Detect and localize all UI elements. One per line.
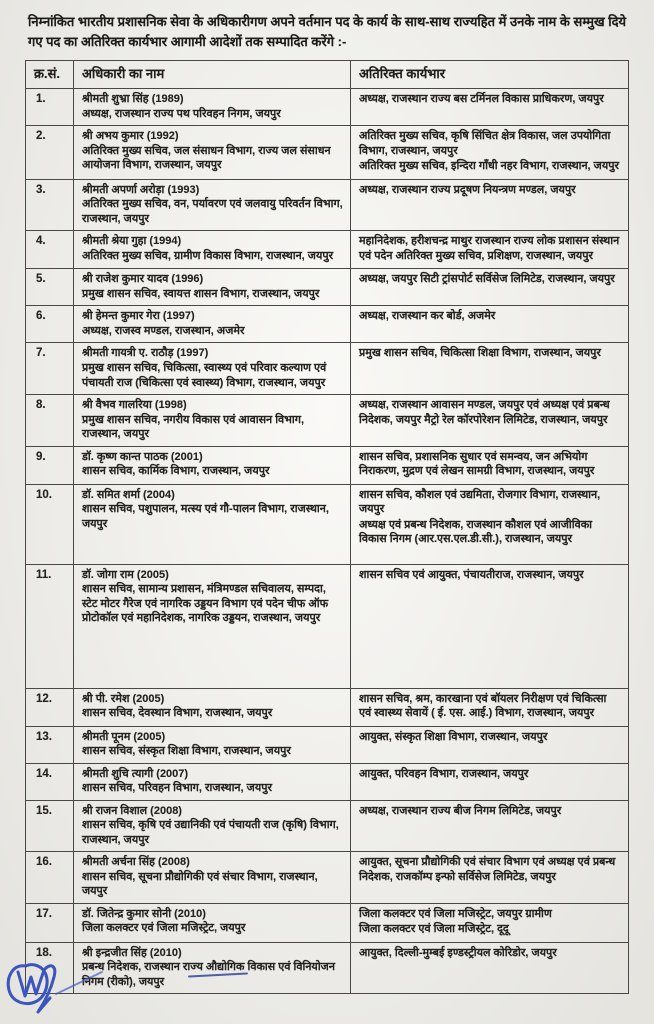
officer-name: श्री अभय कुमार (1992) [82, 130, 179, 143]
officer-row [26, 800, 629, 852]
additional-charge-cell [351, 942, 629, 994]
current-post: शासन सचिव, कृषि एवं उद्यानिकी एवं पंचायती राज (कृषि) विभाग, राजस्थान, जयपुर [82, 819, 339, 846]
officer-row [26, 484, 629, 564]
officer-name-cell [74, 179, 351, 231]
officer-name: श्रीमती गायत्री ए. राठौड़ (1997) [82, 347, 209, 360]
officer-name-cell [74, 231, 351, 269]
current-post: अतिरिक्त मुख्य सचिव, जल संसाधन विभाग, राज्य जल संसाधन आयोजना विभाग, राजस्थान, जयपुर [82, 144, 331, 172]
current-post: शासन सचिव, परिवहन विभाग, राजस्थान, जयपुर [82, 782, 272, 795]
additional-charge: शासन सचिव, श्रम, कारखाना एवं बॉयलर निरीक्षण एवं चिकित्सा एवं स्वास्थ्य सेवायें ( ई. एस. आई.) विभाग, राजस्थान, जयपुर [359, 692, 607, 720]
current-post: प्रमुख शासन सचिव, चिकित्सा, स्वास्थ्य एवं परिवार कल्याण एवं पंचायती राज (चिकित्सा एवं स्वास्थ्य) विभाग, राजस्थान, जयपुर [82, 361, 327, 389]
officer-name-cell [74, 306, 351, 343]
officer-name: श्रीमती शुभ्रा सिंह (1989) [82, 93, 184, 106]
officers-table [25, 60, 629, 994]
current-post: शासन सचिव, कार्मिक विभाग, राजस्थान, जयपुर [82, 465, 270, 478]
row-serial-number: 18. [26, 942, 74, 994]
officer-name: श्री राजन विशाल (2008) [82, 804, 182, 817]
current-post: अध्यक्ष, राजस्थान राज्य पथ परिवहन निगम, जयपुर [82, 107, 281, 120]
row-serial-number: 9. [26, 446, 74, 484]
officer-name: श्री पी. रमेश (2005) [82, 692, 165, 705]
header-officer-name: अधिकारी का नाम [74, 61, 351, 89]
row-serial-number: 15. [26, 800, 74, 852]
officer-row [26, 395, 629, 447]
additional-charge: अतिरिक्त मुख्य सचिव, इन्दिरा गाँधी नहर विभाग, राजस्थान, जयपुर [359, 160, 619, 173]
row-serial-number: 13. [26, 726, 74, 763]
current-post: शासन सचिव, सूचना प्रौद्योगिकी एवं संचार विभाग, राजस्थान, जयपुर [82, 870, 318, 898]
row-serial-number: 8. [26, 395, 74, 447]
row-serial-number: 17. [26, 903, 74, 942]
additional-charge: महानिदेशक, हरीशचन्द्र माथुर राजस्थान राज्य लोक प्रशासन संस्थान एवं पदेन अतिरिक्त मुख्य सचिव, प्रशिक्षण, राजस्थान, जयपुर [359, 235, 620, 262]
officer-name-cell [74, 564, 351, 688]
row-serial-number: 1. [26, 89, 74, 126]
additional-charge-cell [351, 343, 629, 395]
row-serial-number: 11. [26, 564, 74, 688]
current-post: शासन सचिव, सामान्य प्रशासन, मंत्रिमण्डल सचिवालय, सम्पदा, स्टेट मोटर गैरेज एवं नागरिक उड्डयन विभाग एवं पदेन चीफ ऑफ प्रोटोकॉल एवं महानिदेशक, नागरिक उड्डयन, राजस्थान, जयपुर [82, 583, 329, 625]
additional-charge-cell [351, 688, 629, 726]
officer-row [26, 726, 629, 763]
current-post: प्रमुख शासन सचिव, स्वायत्त शासन विभाग, राजस्थान, जयपुर [82, 287, 320, 300]
officer-name-cell [74, 688, 351, 726]
officer-row [26, 446, 629, 484]
officer-row [26, 231, 629, 269]
additional-charge-cell [351, 726, 629, 763]
officer-name: डॉ. कृष्ण कान्त पाठक (2001) [82, 450, 203, 463]
row-serial-number: 7. [26, 343, 74, 395]
additional-charge: आयुक्त, दिल्ली-मुम्बई इण्डस्ट्रीयल कोरिडोर, जयपुर [359, 946, 557, 959]
officer-name-cell [74, 269, 351, 306]
additional-charge-cell [351, 763, 629, 800]
row-serial-number: 4. [26, 231, 74, 269]
additional-charge-cell [351, 800, 629, 852]
additional-charge: शासन सचिव एवं आयुक्त, पंचायतीराज, राजस्थान, जयपुर [359, 568, 584, 581]
row-serial-number: 6. [26, 306, 74, 343]
additional-charge-cell [351, 564, 629, 688]
officer-name: श्रीमती श्रेया गुहा (1994) [82, 235, 182, 248]
additional-charge: अध्यक्ष, जयपुर सिटी ट्रांसपोर्ट सर्विसेज लिमिटेड, राजस्थान, जयपुर [359, 273, 615, 286]
additional-charge: जिला कलक्टर एवं जिला मजिस्ट्रेट, जयपुर ग्रामीण [359, 907, 552, 920]
additional-charge-cell [351, 484, 629, 564]
additional-charge: अध्यक्ष एवं प्रबन्ध निदेशक, राजस्थान कौशल एवं आजीविका विकास निगम (आर.एस.एल.डी.सी.), राजस्थान, जयपुर [359, 518, 593, 546]
additional-charge: शासन सचिव, प्रशासनिक सुधार एवं समन्वय, जन अभियोग निराकरण, मुद्रण एवं लेखन सामग्री विभाग, राजस्थान, जयपुर [359, 450, 595, 478]
additional-charge: अध्यक्ष, राजस्थान राज्य बीज निगम लिमिटेड, जयपुर [359, 804, 562, 817]
officer-name: डॉ. जितेन्द्र कुमार सोनी (2010) [82, 907, 206, 920]
row-serial-number: 16. [26, 852, 74, 904]
officer-name-cell [74, 800, 351, 852]
officer-name-cell [74, 852, 351, 904]
additional-charge: आयुक्त, संस्कृत शिक्षा विभाग, राजस्थान, जयपुर [359, 730, 548, 743]
officer-name: श्रीमती अपर्णा अरोड़ा (1993) [82, 183, 200, 196]
officer-name: डॉ. समित शर्मा (2004) [82, 488, 175, 501]
row-serial-number: 5. [26, 269, 74, 306]
officer-name-cell [74, 903, 351, 942]
additional-charge-cell [351, 269, 629, 306]
officer-row [26, 763, 629, 800]
officer-row [26, 564, 629, 688]
additional-charge: अध्यक्ष, राजस्थान राज्य बस टर्मिनल विकास प्राधिकरण, जयपुर [359, 93, 604, 106]
additional-charge: जिला कलक्टर एवं जिला मजिस्ट्रेट, दूदू [359, 923, 509, 936]
officer-name: श्री वैभव गालरिया (1998) [82, 399, 187, 412]
officer-row [26, 852, 629, 904]
order-intro-text: निम्नांकित भारतीय प्रशासनिक सेवा के अधिकारीगण अपने वर्तमान पद के कार्य के साथ-साथ राज्यहित में उनके नाम के सम्मुख दिये गए पद का अतिरिक्त कार्यभार आगामी आदेशों तक सम्पादित करेंगे :- [28, 14, 627, 49]
officer-name: श्रीमती शुचि त्यागी (2007) [82, 767, 189, 780]
current-post: जिला कलक्टर एवं जिला मजिस्ट्रेट, जयपुर [82, 922, 246, 935]
current-post: शासन सचिव, संस्कृत शिक्षा विभाग, राजस्थान, जयपुर [82, 745, 291, 758]
current-post: अतिरिक्त मुख्य सचिव, वन, पर्यावरण एवं जलवायु परिवर्तन विभाग, राजस्थान, जयपुर [82, 198, 343, 225]
additional-charge: आयुक्त, सूचना प्रौद्योगिकी एवं संचार विभाग एवं अध्यक्ष एवं प्रबन्ध निदेशक, राजकॉम्प इन्फो सर्विसेज लिमिटेड, जयपुर [359, 856, 616, 883]
officer-row [26, 179, 629, 231]
officer-row [26, 126, 629, 180]
additional-charge: शासन सचिव, कौशल एवं उद्यमिता, रोजगार विभाग, राजस्थान, जयपुर [359, 488, 601, 516]
officer-name: श्री राजेश कुमार यादव (1996) [82, 273, 204, 286]
officer-row [26, 89, 629, 126]
additional-charge: अध्यक्ष, राजस्थान राज्य प्रदूषण नियन्त्रण मण्डल, जयपुर [359, 183, 576, 196]
officer-name-cell [74, 343, 351, 395]
additional-charge: अध्यक्ष, राजस्थान आवासन मण्डल, जयपुर एवं अध्यक्ष एवं प्रबन्ध निदेशक, जयपुर मैट्रो रेल कॉरपोरेशन लिमिटेड, राजस्थान, जयपुर [359, 399, 610, 426]
officer-name: श्री इन्द्रजीत सिंह (2010) [82, 946, 182, 959]
header-additional-charge: अतिरिक्त कार्यभार [351, 61, 629, 89]
additional-charge: अध्यक्ष, राजस्थान कर बोर्ड, अजमेर [359, 310, 496, 323]
officer-name-cell [74, 484, 351, 564]
row-serial-number: 2. [26, 126, 74, 180]
current-post: शासन सचिव, पशुपालन, मत्स्य एवं गौ-पालन विभाग, राजस्थान, जयपुर [82, 503, 329, 530]
officer-row [26, 688, 629, 726]
officer-name: श्रीमती अर्चना सिंह (2008) [82, 856, 190, 869]
row-serial-number: 10. [26, 484, 74, 564]
additional-charge-cell [351, 231, 629, 269]
additional-charge-cell [351, 903, 629, 942]
additional-charge-cell [351, 395, 629, 447]
header-row [26, 61, 629, 89]
officer-name-cell [74, 763, 351, 800]
handwritten-signature [4, 944, 124, 1024]
officer-name-cell [74, 126, 351, 180]
officer-row [26, 306, 629, 343]
officer-row [26, 343, 629, 395]
officer-name: श्रीमती पूनम (2005) [82, 730, 166, 743]
officer-name-cell [74, 395, 351, 447]
additional-charge-cell [351, 126, 629, 180]
row-serial-number: 14. [26, 763, 74, 800]
officers-table-body [26, 89, 629, 994]
officer-name: श्री हेमन्त कुमार गेरा (1997) [82, 310, 195, 323]
current-post: प्रमुख शासन सचिव, नगरीय विकास एवं आवासन विभाग, राजस्थान, जयपुर [82, 413, 305, 441]
officer-name-cell [74, 726, 351, 763]
row-serial-number: 3. [26, 179, 74, 231]
row-serial-number: 12. [26, 688, 74, 726]
additional-charge: आयुक्त, परिवहन विभाग, राजस्थान, जयपुर [359, 767, 529, 780]
additional-charge-cell [351, 852, 629, 904]
header-serial-number: क्र.सं. [26, 61, 74, 89]
additional-charge-cell [351, 89, 629, 126]
additional-charge-cell [351, 446, 629, 484]
additional-charge-cell [351, 179, 629, 231]
officer-row [26, 903, 629, 942]
additional-charge: अतिरिक्त मुख्य सचिव, कृषि सिंचित क्षेत्र विकास, जल उपयोगिता विभाग, राजस्थान, जयपुर [359, 130, 611, 157]
current-post: अध्यक्ष, राजस्व मण्डल, राजस्थान, अजमेर [82, 324, 245, 337]
current-post: शासन सचिव, देवस्थान विभाग, राजस्थान, जयपुर [82, 707, 273, 720]
officer-name-cell [74, 89, 351, 126]
officer-row [26, 269, 629, 306]
additional-charge-cell [351, 306, 629, 343]
additional-charge: प्रमुख शासन सचिव, चिकित्सा शिक्षा विभाग, राजस्थान, जयपुर [359, 347, 601, 360]
current-post: अतिरिक्त मुख्य सचिव, ग्रामीण विकास विभाग, राजस्थान, जयपुर [82, 249, 334, 262]
current-post: प्रबन्ध निदेशक, राजस्थान राज्य औद्योगिक विकास एवं विनियोजन निगम (रीको), जयपुर [82, 961, 335, 988]
officers-table-header [26, 61, 629, 89]
officer-name-cell [74, 446, 351, 484]
officer-name: डॉ. जोगा राम (2005) [82, 568, 169, 581]
